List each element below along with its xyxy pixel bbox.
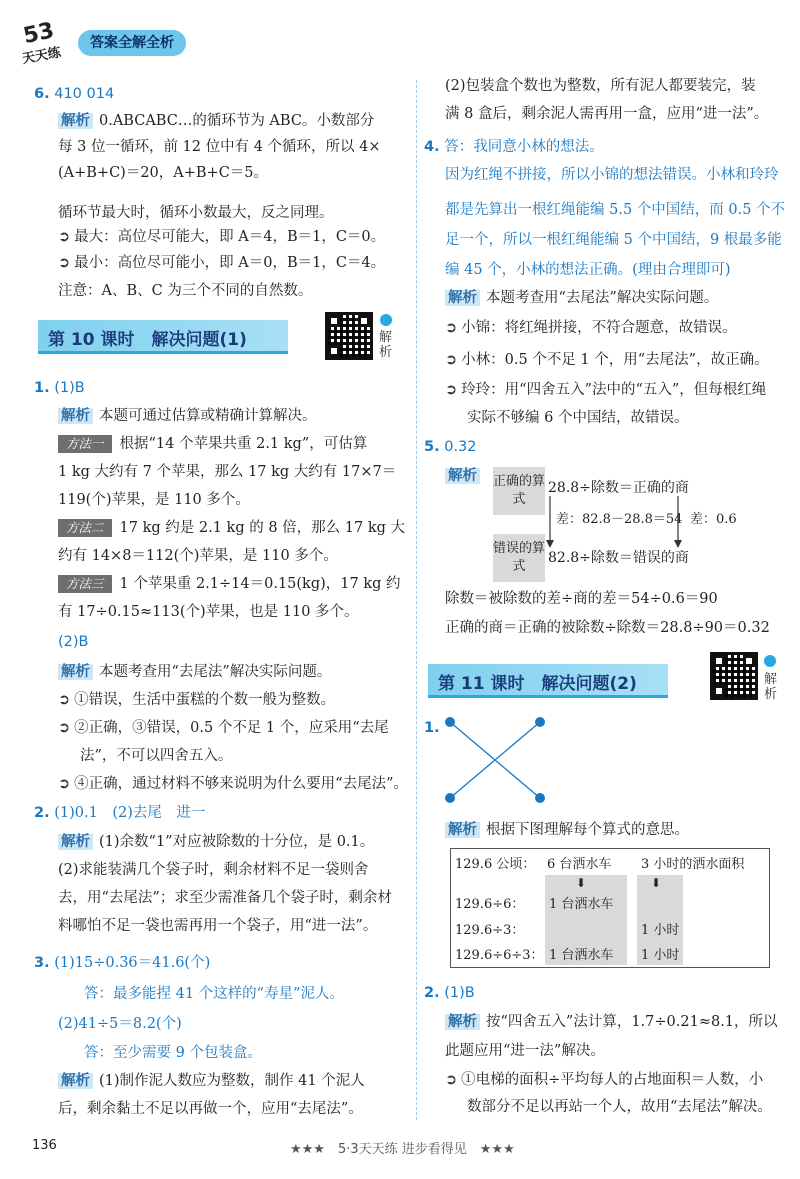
- wrong-formula-box: 错误的算式: [493, 534, 545, 582]
- jiexi-label: 解析: [58, 834, 93, 850]
- arrow-icon: ➲: [58, 229, 71, 245]
- jiexi-label: 解析: [445, 822, 480, 838]
- q6-answer: 6. 410 014: [34, 86, 115, 102]
- play-icon: [380, 314, 392, 326]
- jiexi-label: 解析: [58, 1073, 93, 1089]
- qr-code-icon[interactable]: [710, 652, 758, 700]
- lesson-10-title: 第 10 课时 解决问题(1): [38, 320, 288, 354]
- method-2-label: 方法二: [58, 519, 112, 537]
- arrow-icon: ➲: [445, 320, 458, 336]
- cross-lines-diagram: [440, 714, 550, 808]
- jiexi-label: 解析: [58, 664, 93, 680]
- arrow-icon: ➲: [58, 692, 71, 708]
- jiexi-label: 解析: [445, 290, 480, 306]
- arrow-icon: ➲: [445, 382, 458, 398]
- page-number: 136: [32, 1138, 57, 1153]
- diff-arrows: [540, 494, 690, 550]
- sprinkler-table: 129.6 公顷： 6 台洒水车 3 小时的洒水面积 129.6÷6： 129.6÷3： 129.6÷6÷3： ⬇ ⬇ 1 台洒水车 1 小时 1 台洒水车 1 小时: [450, 848, 770, 968]
- jiexi-label: 解析: [445, 468, 480, 484]
- svg-text:53: 53: [21, 18, 57, 50]
- footer-slogan: ★★★ 5·3天天练 进步看得见 ★★★: [290, 1142, 515, 1157]
- brand-logo: [20, 16, 78, 68]
- qr-code-icon[interactable]: [325, 312, 373, 360]
- svg-text:天天练: 天天练: [21, 45, 63, 68]
- qr-label: 解析: [379, 330, 393, 360]
- arrow-icon: ➲: [58, 255, 71, 271]
- header-badge: 答案全解全析: [78, 30, 186, 56]
- arrow-icon: ➲: [445, 1072, 458, 1088]
- column-divider: [416, 80, 417, 1120]
- lesson-11-title: 第 11 课时 解决问题(2): [428, 664, 668, 698]
- jiexi-label: 解析: [445, 1014, 480, 1030]
- arrow-icon: ➲: [58, 720, 71, 736]
- qr-label: 解析: [764, 672, 778, 702]
- jiexi-label: 解析: [58, 408, 93, 424]
- correct-formula-box: 正确的算式: [493, 467, 545, 515]
- play-icon: [764, 655, 776, 667]
- jiexi-label: 解析: [58, 113, 93, 129]
- arrow-icon: ➲: [445, 352, 458, 368]
- method-1-label: 方法一: [58, 435, 112, 453]
- method-3-label: 方法三: [58, 575, 112, 593]
- arrow-icon: ➲: [58, 776, 71, 792]
